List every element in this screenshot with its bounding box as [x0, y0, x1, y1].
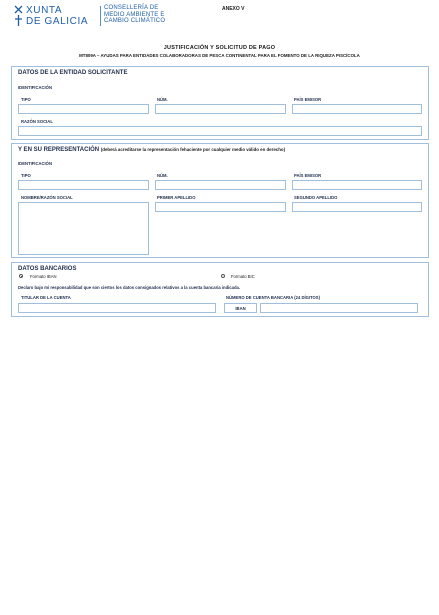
logo-wordmark [26, 5, 88, 27]
num-field[interactable] [155, 104, 286, 114]
numero-cuenta-field[interactable] [260, 303, 418, 313]
razon-social-field[interactable] [18, 126, 422, 136]
titular-label: TITULAR DE LA CUENTA [21, 295, 71, 300]
nombre-razon-social-field[interactable] [18, 202, 149, 255]
iban-prefix-box: IBAN [224, 303, 257, 313]
formato-iban-radio[interactable] [19, 274, 23, 278]
primer-apellido-field[interactable] [155, 202, 286, 212]
formato-bic-label: Formato BIC [231, 274, 255, 279]
segundo-apellido-field[interactable] [292, 202, 422, 212]
nombre-razon-social-label: NOMBRE/RAZÓN SOCIAL [21, 195, 73, 200]
titular-field[interactable] [18, 303, 216, 313]
bank-section [11, 262, 429, 317]
logo-galicia-text: DE GALICIA [26, 16, 89, 27]
tipo-label: TIPO [21, 173, 31, 178]
tipo-field[interactable] [18, 180, 149, 190]
num-field[interactable] [155, 180, 286, 190]
razon-social-label: RAZÓN SOCIAL [21, 119, 53, 124]
annex-label: ANEXO V [222, 6, 245, 12]
pais-emisor-field[interactable] [292, 104, 422, 114]
section-title: DATOS BANCARIOS [18, 266, 77, 272]
section-title: DATOS DE LA ENTIDAD SOLICITANTE [18, 70, 128, 76]
consellaria-line-1: CONSELLERÍA DE [104, 5, 159, 11]
pais-emisor-label: PAÍS EMISOR [294, 97, 322, 102]
tipo-label: TIPO [21, 97, 31, 102]
document-title: JUSTIFICACIÓN Y SOLICITUD DE PAGO [163, 45, 276, 51]
formato-bic-radio[interactable] [221, 274, 225, 278]
bank-declaration: Declaro bajo mi responsabilidad que son ciertos los datos consignados relativos a la cuenta bancaria indicada. [18, 285, 241, 290]
representation-section [11, 143, 429, 258]
xunta-logo [14, 5, 184, 29]
pais-emisor-label: PAÍS EMISOR [294, 173, 322, 178]
document-subtitle: MT809A – AYUDAS PARA ENTIDADES COLABORADORAS DE PESCA CONTINENTAL PARA EL FOMENTO DE LA RIQUEZA PISCÍCOLA [79, 53, 360, 58]
galicia-cross-icon [14, 5, 23, 27]
consellaria-name [104, 5, 165, 25]
identification-label: IDENTIFICACIÓN [18, 161, 52, 166]
logo-xunta-text: XUNTA [26, 5, 63, 16]
numero-cuenta-label: NÚMERO DE CUENTA BANCARIA (24 DÍGITOS) [226, 295, 320, 300]
segundo-apellido-label: SEGUNDO APELLIDO [294, 195, 338, 200]
representation-title: Y EN SU REPRESENTACIÓN [18, 147, 100, 153]
identification-label: IDENTIFICACIÓN [18, 85, 52, 90]
consellaria-line-3: CAMBIO CLIMÁTICO [104, 18, 166, 25]
section-title [18, 147, 285, 153]
num-label: NÚM. [157, 97, 168, 102]
entity-section [11, 66, 429, 140]
primer-apellido-label: PRIMER APELLIDO [157, 195, 196, 200]
representation-note: (deberá acreditarse la representación fehaciente por cualquier medio válido en derecho) [100, 147, 286, 152]
formato-iban-label: Formato IBAN [30, 274, 57, 279]
logo-divider [100, 6, 101, 26]
consellaria-line-2: MEDIO AMBIENTE E [104, 11, 165, 18]
pais-emisor-field[interactable] [292, 180, 422, 190]
num-label: NÚM. [157, 173, 168, 178]
tipo-field[interactable] [18, 104, 149, 114]
